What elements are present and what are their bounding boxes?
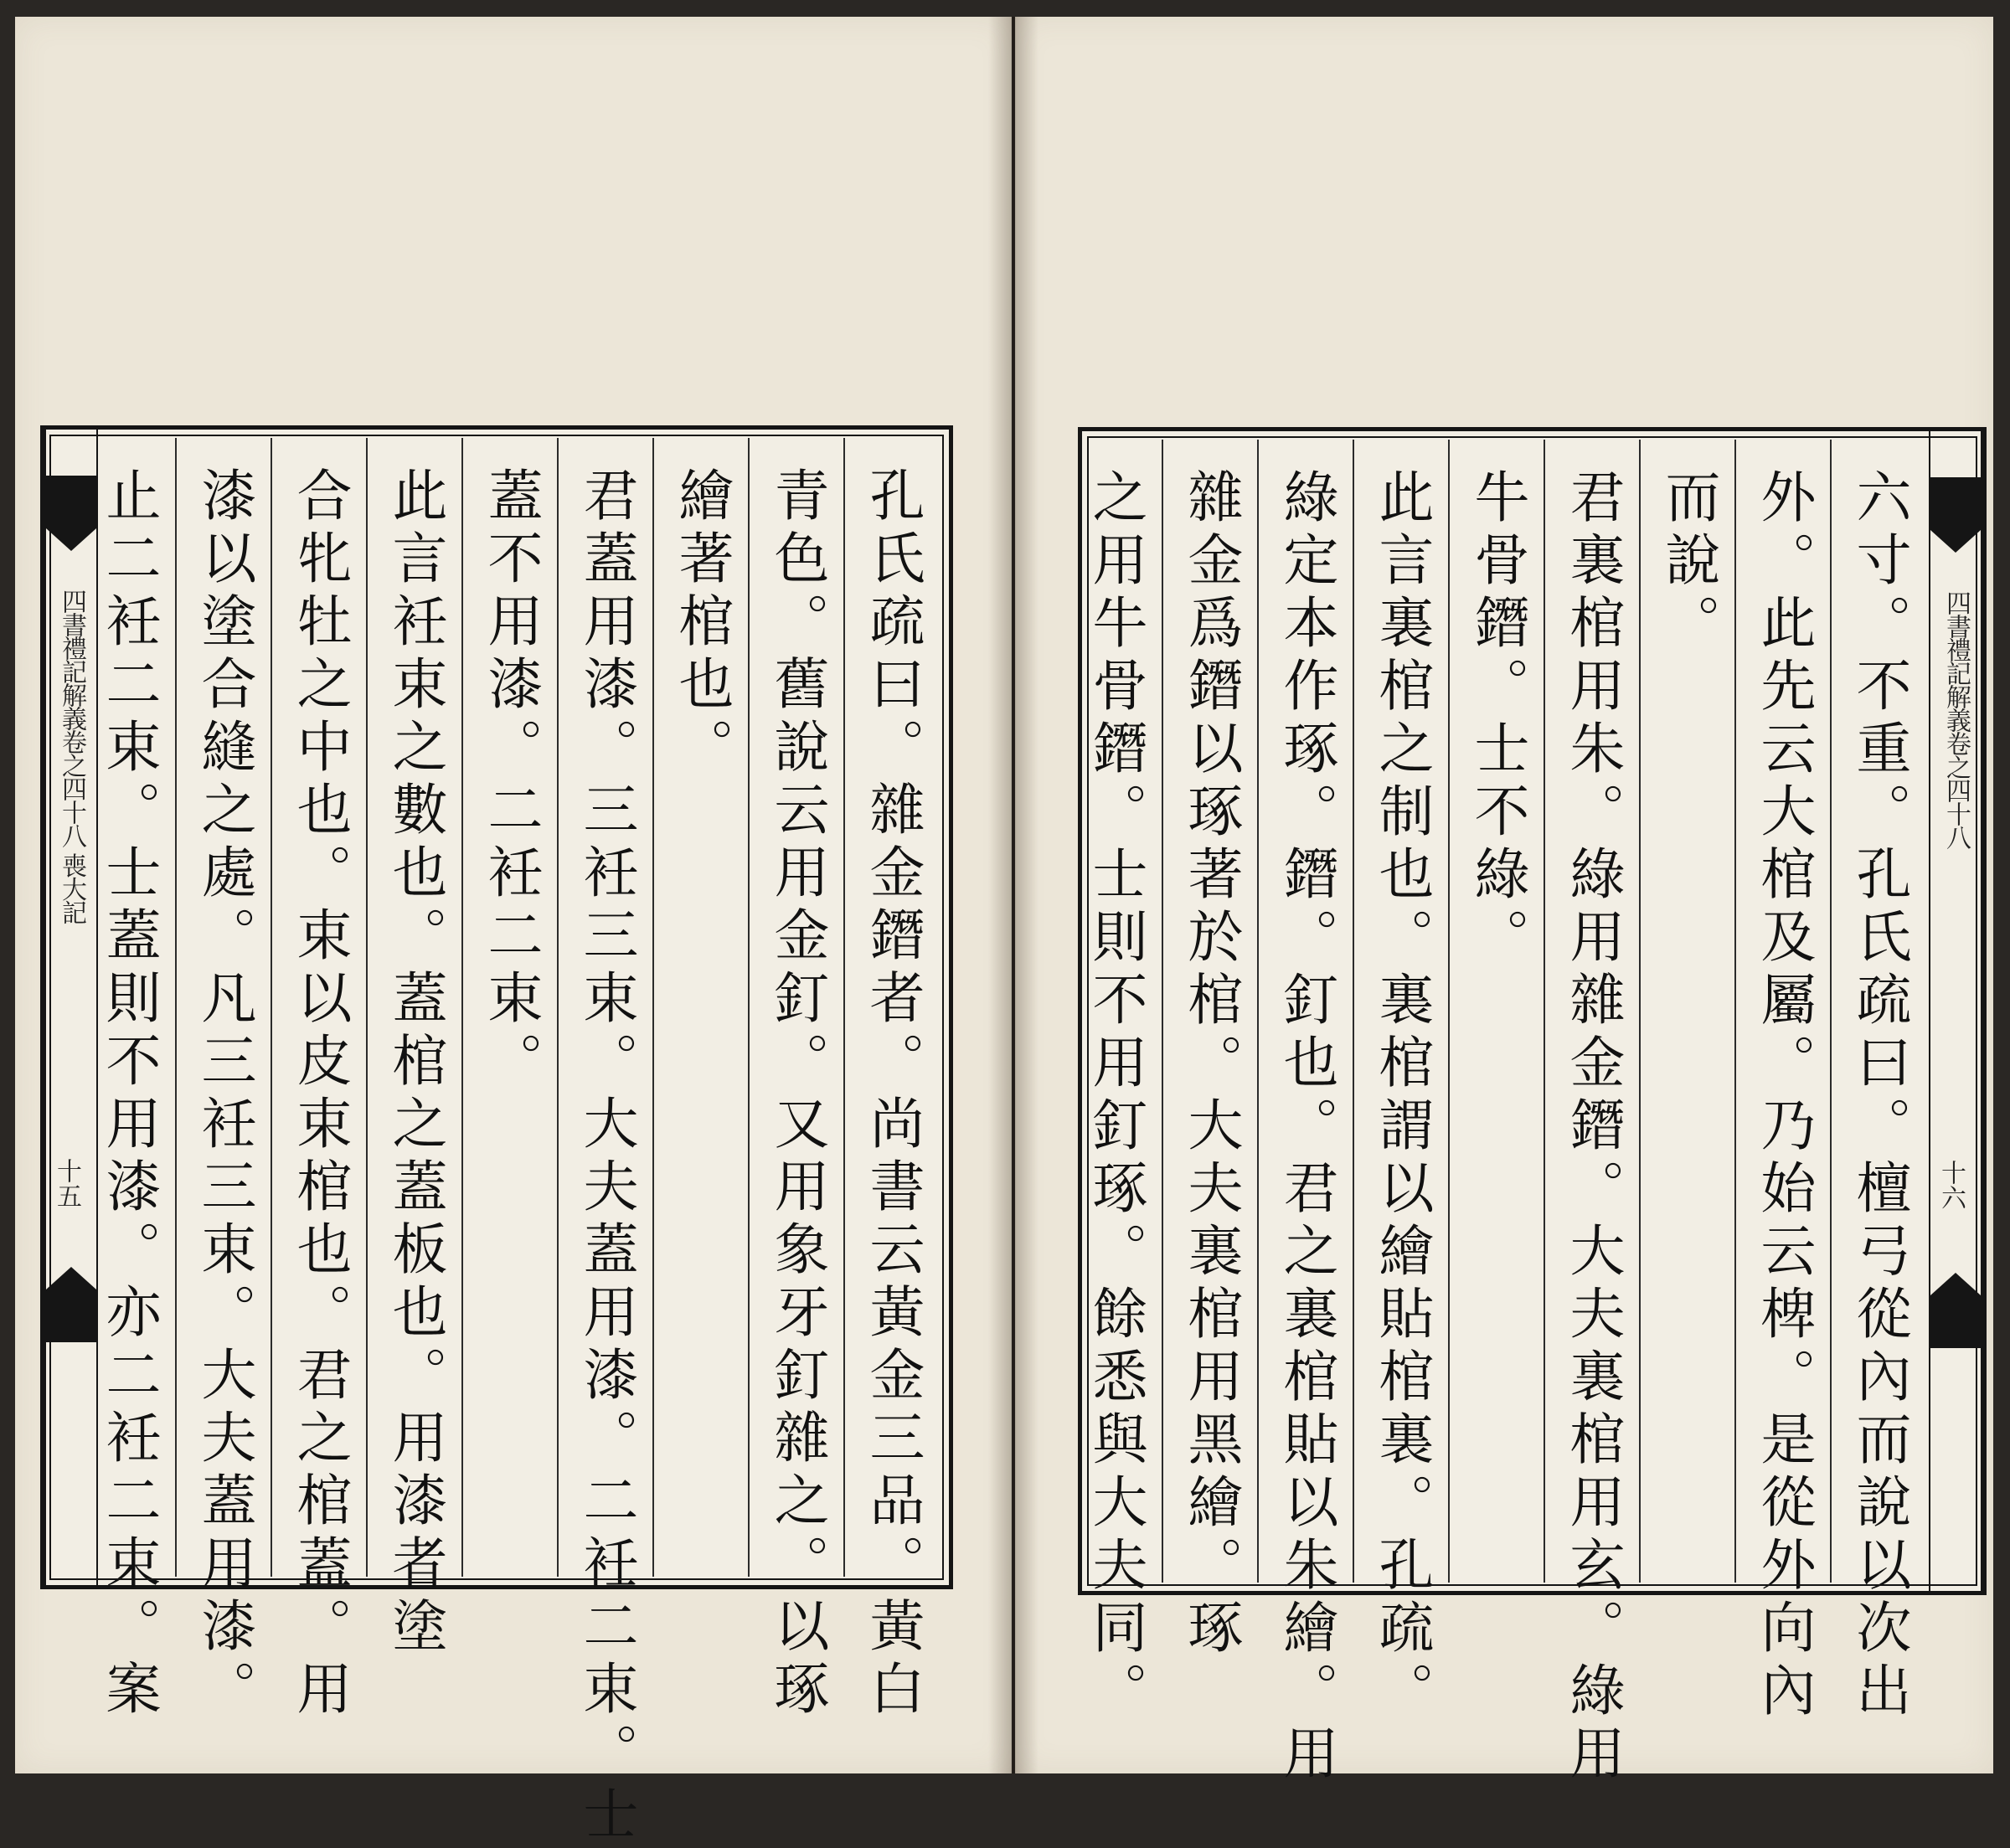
left-page [15, 17, 1012, 1848]
text-column: 雜金爲鐕以琢著於棺。大夫裏棺用黑繪。琢 [1162, 440, 1257, 1583]
left-text-frame [40, 425, 953, 1848]
right-center-column [1929, 431, 1982, 1591]
text-column: 繪著棺也。 [652, 438, 748, 1577]
fish-tail-ornament-top [1930, 477, 1981, 553]
right-running-title: 四書禮記解義卷之四十八 [1941, 590, 1971, 848]
text-column: 綠定本作琢。鐕。釘也。君之裏棺貼以朱繪。用 [1257, 440, 1353, 1583]
left-text-columns [96, 438, 939, 1848]
text-column: 合牝牡之中也。束以皮束棺也。君之棺蓋。用 [271, 438, 366, 1577]
text-column: 蓋不用漆。二衽二束。 [461, 438, 557, 1577]
text-column: 青色。舊說云用金釘。又用象牙釘雜之。以琢 [748, 438, 843, 1577]
left-folio-number: 十五 [52, 1158, 81, 1208]
text-column: 孔氏疏曰。雜金鐕者。尚書云黃金三品。黃白 [843, 438, 939, 1577]
text-column: 六寸。不重。孔氏疏曰。檀弓從內而說以次出 [1830, 440, 1925, 1583]
text-column: 此言衽束之數也。蓋棺之蓋板也。用漆者塗 [366, 438, 461, 1577]
text-column: 君裏棺用朱。綠用雜金鐕。大夫裏棺用玄。綠用 [1544, 440, 1639, 1583]
right-page [1015, 17, 1993, 1787]
text-column: 此言裏棺之制也。裏棺謂以繪貼棺裏。孔疏。 [1353, 440, 1448, 1583]
right-folio-number: 十六 [1936, 1160, 1966, 1210]
text-column: 之用牛骨鐕。士則不用釘琢。餘悉與大夫同。 [1083, 468, 1147, 1724]
text-column: 君蓋用漆。三衽三束。大夫蓋用漆。二衽二束。士 [557, 438, 652, 1577]
text-column: 而說。 [1639, 440, 1734, 1583]
right-text-columns [1083, 440, 1925, 1787]
right-text-frame [1078, 427, 1987, 1787]
text-column: 外。此先云大棺及屬。乃始云椑。是從外向內 [1734, 440, 1830, 1583]
text-column: 止二衽二束。士蓋則不用漆。亦二衽二束。案 [96, 466, 161, 1722]
fish-tail-ornament-bottom [1930, 1273, 1981, 1348]
text-column: 漆以塗合縫之處。凡三衽三束。大夫蓋用漆。 [175, 438, 271, 1577]
text-column: 牛骨鐕。士不綠。 [1448, 440, 1544, 1583]
left-running-title: 四書禮記解義卷之四十八 喪大記 [57, 589, 86, 924]
